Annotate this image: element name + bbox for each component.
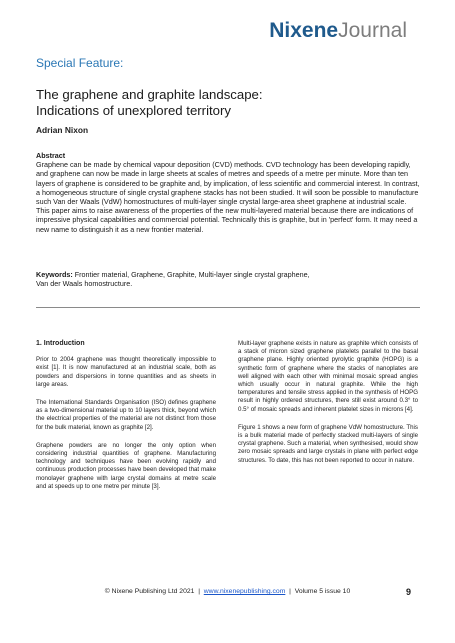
keywords-line-2: Van der Waals homostructure.: [36, 279, 133, 289]
left-paragraph-1: Prior to 2004 graphene was thought theoretically impossible to exist [1]. It is now manufactured at an industrial scale, both as powders and dispersions in tonne quantities and as sheets in large areas.: [36, 356, 216, 388]
left-paragraph-2: The International Standards Organisation (ISO) defines graphene as a two-dimensional material up to 10 layers thick, beyond which the electrical properties of the material are not distinct from those for the bulk material, known as graphite [2].: [36, 399, 216, 431]
keywords-block: [36, 270, 420, 288]
feature-label: Special Feature:: [36, 56, 124, 70]
footer-copyright: © Nixene Publishing Ltd 2021: [104, 588, 195, 595]
right-column: [238, 340, 418, 475]
logo-nixene: Nixene: [269, 19, 339, 42]
title-line-1: The graphene and graphite landscape:: [36, 87, 263, 102]
article-title: [36, 87, 416, 119]
right-paragraph-1: Multi-layer graphene exists in nature as graphite which consists of a stack of micron sized graphene platelets parallel to the basal graphene plane. Highly oriented pyrolytic graphite (HOPG) is a synthetic form of graphene where the stacks of nanoplates are well aligned with each other with minimal mosaic spread angles which usually occur in natural graphite. While the high temperatures and tensile stress applied in the synthesis of HOPG result in highly ordered structures, there still exist around 0.3° to 0.5° of mosaic spreads and inherent platelet sizes in microns [4].: [238, 340, 418, 413]
left-paragraph-3: Graphene powders are no longer the only option when considering industrial quantities of graphene. Manufacturing technology and techniques have been evolving rapidly and continuous production processes have been developed that make monolayer graphene with large crystal domains at metre scale and at speeds up to one metre per minute [3].: [36, 441, 216, 490]
logo-journal: Journal: [338, 19, 407, 42]
abstract-block: [36, 151, 420, 234]
page-number: 9: [406, 587, 412, 597]
abstract-paragraph-2: This paper aims to raise awareness of the properties of the new multi-layered material because there are indications of impressive physical capabilities and commercial potential. Technically this is graphite, but in 'perfect' form. It may need a new name to distinguish it as a new frontier material.: [36, 206, 418, 234]
keywords-label: Keywords:: [36, 270, 73, 279]
author-name: Adrian Nixon: [36, 125, 89, 135]
abstract-heading: Abstract: [36, 151, 66, 160]
section-heading-introduction: 1. Introduction: [36, 340, 85, 347]
footer-website-link[interactable]: www.nixenepublishing.com: [203, 588, 286, 595]
page-footer: [0, 588, 455, 595]
section-divider: [36, 307, 420, 308]
footer-separator: |: [289, 588, 291, 595]
left-column: [36, 340, 216, 501]
footer-separator: |: [198, 588, 200, 595]
journal-logo: [269, 20, 407, 42]
right-paragraph-2: Figure 1 shows a new form of graphene VdW homostructure. This is a bulk material made of perfectly stacked multi-layers of single crystal graphene. Such a material, when synthesised, would show zero mosaic spreads and large crystals in plane with perfect edge structures. To date, this has not been reported to occur in nature.: [238, 423, 418, 464]
title-line-2: Indications of unexplored territory: [36, 103, 231, 118]
abstract-paragraph-1: Graphene can be made by chemical vapour deposition (CVD) methods. CVD technology has been developing rapidly, and graphene can now be made in large sheets at scales of metres and speeds of a metre per minute. More than ten layers of graphene is considered to be graphite and, by implication, of less scientific and commercial interest. In contrast, a homogeneous structure of single crystal graphene stacks has not been studied. It will soon be possible to manufacture such Van der Waals (VdW) homostructures of multi-layer single crystal large-area sheet graphene at industrial scale.: [36, 160, 420, 207]
footer-volume: Volume 5 issue 10: [294, 588, 351, 595]
keywords-line-1: Frontier material, Graphene, Graphite, Multi-layer single crystal graphene,: [72, 270, 310, 279]
